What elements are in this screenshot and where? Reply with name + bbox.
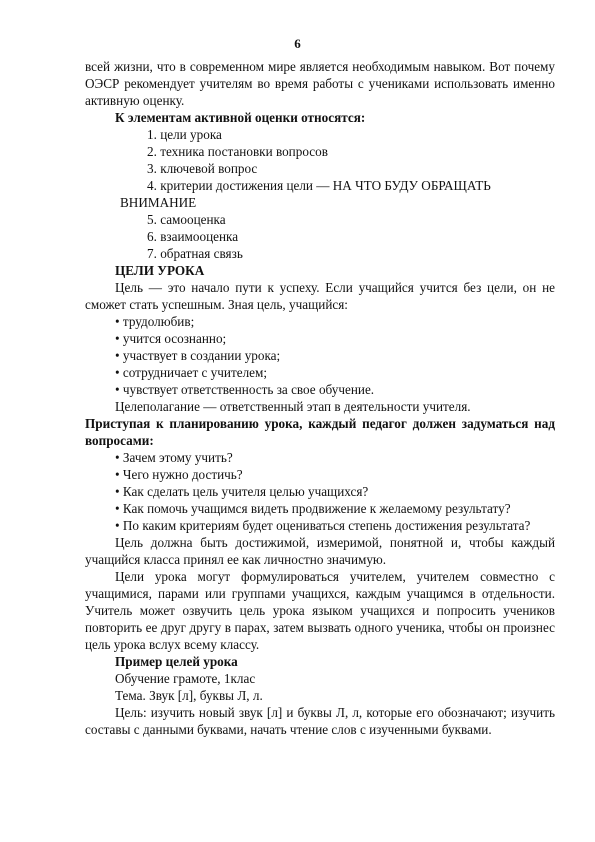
bullet-item: • участвует в создании урока;: [115, 348, 281, 363]
goal-setting-paragraph: Целеполагание — ответственный этап в деятельности учителя.: [115, 399, 471, 414]
bullet-item: • Зачем этому учить?: [115, 450, 233, 465]
elements-heading: К элементам активной оценки относятся:: [115, 110, 366, 125]
goals-intro: Цель — это начало пути к успеху. Если учащийся учится без цели, он не сможет стать успешным. Зная цель, учащийся:: [85, 280, 555, 312]
list-item: 7. обратная связь: [147, 246, 243, 261]
list-item: 3. ключевой вопрос: [147, 161, 258, 176]
bullet-item: • По каким критериям будет оцениваться степень достижения результата?: [115, 518, 531, 533]
list-item: 6. взаимооценка: [147, 229, 239, 244]
intro-paragraph: всей жизни, что в современном мире является необходимым навыком. Вот почему ОЭСР рекомендует учителям во время работы с учениками использовать именно активную оценку.: [85, 59, 555, 108]
bullet-item: • трудолюбив;: [115, 314, 195, 329]
list-item: 5. самооценка: [147, 212, 226, 227]
list-item-continuation: ВНИМАНИЕ: [120, 195, 197, 210]
list-item: 1. цели урока: [147, 127, 222, 142]
example-heading: Пример целей урока: [115, 654, 238, 669]
bullet-item: • учится осознанно;: [115, 331, 227, 346]
example-goal: Цель: изучить новый звук [л] и буквы Л, л, которые его обозначают; изучить составы с данными буквами, начать чтение слов с изученными буквами.: [85, 705, 555, 737]
goals-heading: ЦЕЛИ УРОКА: [115, 263, 205, 278]
example-topic: Тема. Звук [л], буквы Л, л.: [115, 688, 263, 703]
example-subject: Обучение грамоте, 1клас: [115, 671, 256, 686]
page-number: 6: [294, 36, 301, 51]
bullet-item: • Чего нужно достичь?: [115, 467, 243, 482]
goal-requirements-paragraph: Цель должна быть достижимой, измеримой, понятной и, чтобы каждый учащийся класса принял ее как личностно значимую.: [85, 535, 555, 567]
list-item: 2. техника постановки вопросов: [147, 144, 328, 159]
bullet-item: • Как помочь учащимся видеть продвижение к желаемому результату?: [115, 501, 511, 516]
bullet-item: • сотрудничает с учителем;: [115, 365, 268, 380]
list-item: 4. критерии достижения цели — НА ЧТО БУДУ ОБРАЩАТЬ: [147, 178, 491, 193]
goal-formulation-paragraph: Цели урока могут формулироваться учителем, учителем совместно с учащимися, парами или группами учащихся, каждым учащимся в отдельности. Учитель может озвучить цель урока языком учащихся и попросить учеников повторить ее друг другу в парах, затем вызвать одного ученика, чтобы он произнес цель урока вслух всему классу.: [85, 569, 555, 652]
bullet-item: • чувствует ответственность за свое обучение.: [115, 382, 375, 397]
planning-heading: Приступая к планированию урока, каждый педагог должен задуматься над вопросами:: [85, 416, 555, 448]
document-body: [85, 58, 555, 738]
bullet-item: • Как сделать цель учителя целью учащихся?: [115, 484, 369, 499]
